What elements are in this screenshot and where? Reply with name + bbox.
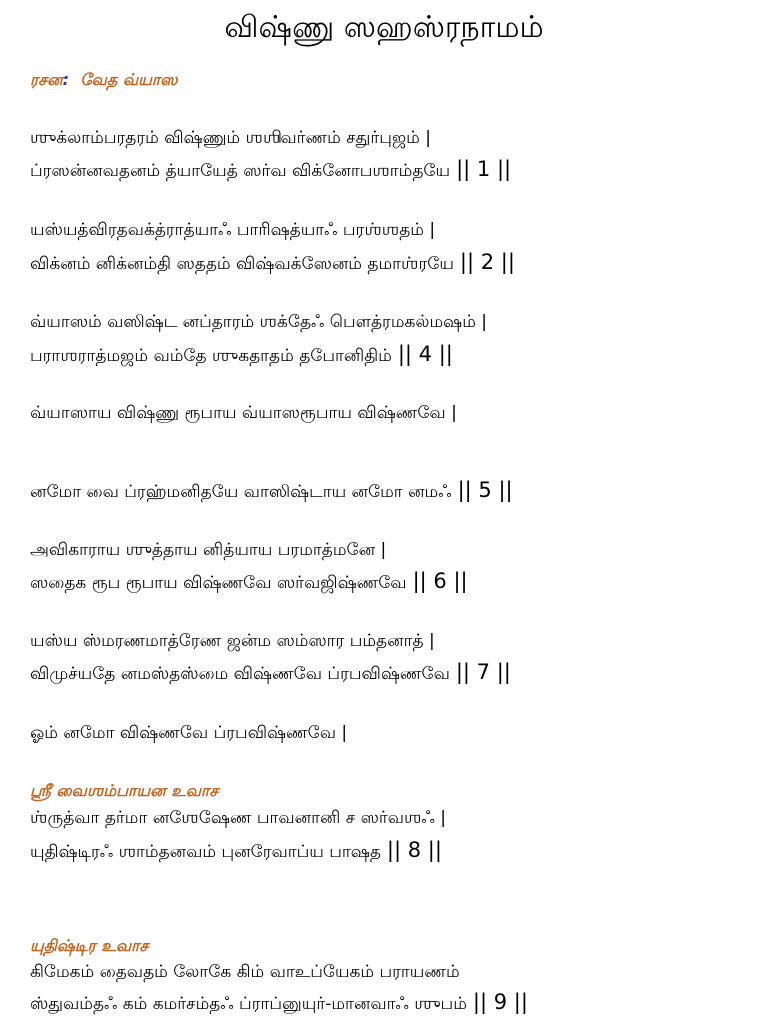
verse-5-text: னமோ வை ப்ரஹ்மனிதயே வாஸிஷ்டாய னமோ னமஃ — [30, 482, 452, 502]
verse-7-number: || 7 || — [455, 660, 511, 684]
author-label: ரசன — [30, 70, 63, 89]
verse-7-line-1: யஸ்ய ஸ்மரணமாத்ரேண ஜன்ம ஸம்ஸார பம்தனாத் | — [30, 631, 435, 651]
verse-9-number: || 9 || — [472, 990, 528, 1014]
verse-8-text: யுதிஷ்டிரஃ ஶாம்தனவம் புனரேவாப்ய பாஷத — [30, 842, 381, 862]
verse-6-line-1: அவிகாராய ஶுத்தாய னித்யாய பரமாத்மனே | — [30, 540, 387, 560]
verse-5-line-2 — [30, 478, 513, 504]
verse-2-line-1: யஸ்யத்விரதவக்த்ராத்யாஃ பாரிஷத்யாஃ பரஶ்ஶதம் | — [30, 220, 436, 240]
verse-4-line-1: வ்யாஸம் வஸிஷ்ட னப்தாரம் ஶக்தேஃ பௌத்ரமகல்மஷம் | — [30, 312, 488, 332]
verse-2-line-2 — [30, 250, 515, 276]
verse-6-text: ஸதைக ரூப ரூபாய விஷ்ணவே ஸர்வஜிஷ்ணவே — [30, 573, 407, 593]
verse-7-line-2 — [30, 660, 511, 686]
verse-4-text: பராஶராத்மஜம் வம்தே ஶுகதாதம் தபோனிதிம் — [30, 346, 392, 366]
om-line: ஓம் னமோ விஷ்ணவே ப்ரபவிஷ்ணவே | — [30, 723, 348, 743]
verse-1-number: || 1 || — [456, 157, 512, 181]
vaishampayana-heading: ஶ்ரீ வைஶம்பாயன உவாச — [30, 781, 219, 800]
verse-8-line-2 — [30, 838, 442, 864]
verse-5-line-1: வ்யாஸாய விஷ்ணு ரூபாய வ்யாஸரூபாய விஷ்ணவே | — [30, 403, 457, 423]
verse-8-line-1: ஶ்ருத்வா தர்மா னஶேஷேண பாவனானி ச ஸர்வஶஃ | — [30, 808, 446, 828]
author-name: வேத வ்யாஸ — [80, 70, 178, 89]
yudhishtira-heading: யுதிஷ்டிர உவாச — [30, 936, 149, 955]
verse-4-number: || 4 || — [397, 342, 453, 366]
verse-1-line-2 — [30, 157, 511, 183]
verse-4-line-2 — [30, 342, 453, 368]
verse-9-text: ஸ்துவம்தஃ கம் கமர்சம்தஃ ப்ராப்னுயுர்-மானவாஃ ஶுபம் — [30, 994, 467, 1014]
verse-1-line-1: ஶுக்லாம்பரதரம் விஷ்ணும் ஶஶிவர்ணம் சதுர்புஜம் | — [30, 128, 431, 148]
verse-2-number: || 2 || — [459, 250, 515, 274]
verse-5-number: || 5 || — [457, 478, 513, 502]
verse-8-number: || 8 || — [386, 838, 442, 862]
verse-9-line-1: கிமேகம் தைவதம் லோகே கிம் வாஉப்யேகம் பராயணம் — [30, 962, 460, 982]
author-colon: : — [62, 70, 70, 89]
verse-6-line-2 — [30, 569, 468, 595]
verse-2-text: விக்னம் னிக்னம்தி ஸததம் விஷ்வக்ஸேனம் தமாஶ்ரயே — [30, 254, 454, 274]
verse-1-text: ப்ரஸன்னவதனம் த்யாயேத் ஸர்வ விக்னோபஶாம்தயே — [30, 161, 451, 181]
verse-9-line-2 — [30, 990, 528, 1016]
author-line — [30, 70, 177, 91]
verse-7-text: விமுச்யதே னமஸ்தஸ்மை விஷ்ணவே ப்ரபவிஷ்ணவே — [30, 664, 450, 684]
verse-6-number: || 6 || — [412, 569, 468, 593]
page-title: விஷ்ணு ஸஹஸ்ரநாமம் — [224, 10, 544, 45]
